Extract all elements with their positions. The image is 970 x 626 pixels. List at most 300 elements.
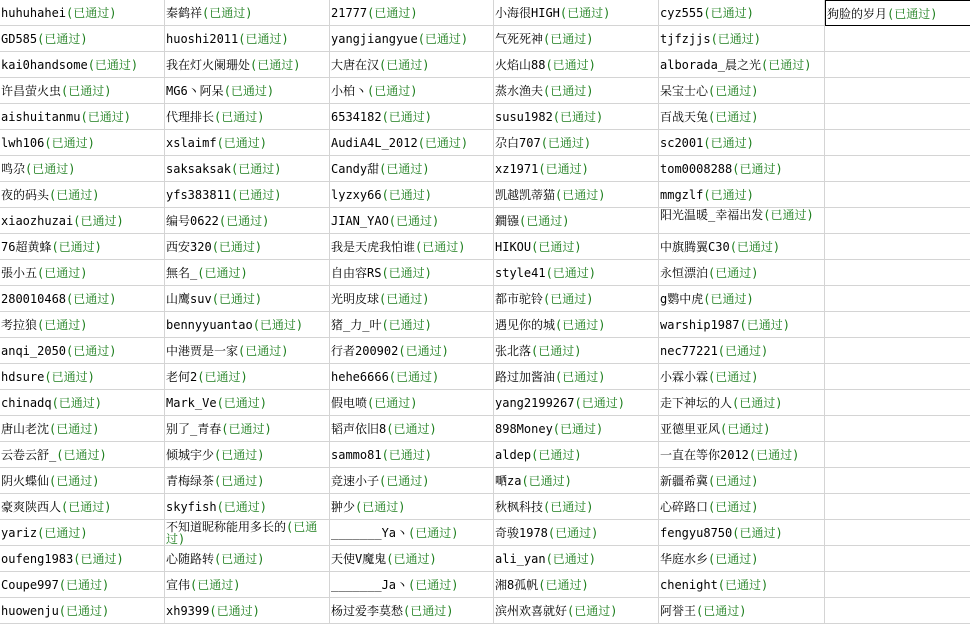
table-row — [0, 156, 970, 182]
status-label: (已通过) — [729, 240, 781, 254]
table-cell[interactable] — [330, 52, 494, 78]
table-cell[interactable] — [659, 546, 825, 572]
status-label: (已通过) — [202, 6, 253, 20]
table-cell[interactable] — [494, 416, 659, 442]
status-label: (已通过) — [543, 32, 594, 46]
status-label: (已通过) — [732, 162, 783, 176]
username-text: 呆宝士心 — [660, 84, 709, 98]
status-label: (已通过) — [531, 448, 582, 462]
table-cell[interactable] — [659, 130, 825, 156]
username-text: xz1971 — [495, 162, 539, 176]
table-cell[interactable] — [659, 468, 825, 494]
username-text: saksaksak — [166, 162, 232, 176]
username-text: 無名_ — [166, 266, 198, 280]
status-label: (已通过) — [408, 526, 459, 540]
username-text: hdsure — [1, 370, 45, 384]
table-cell[interactable] — [330, 312, 494, 338]
username-text: 心随路转 — [166, 552, 215, 566]
username-text: anqi_2050 — [1, 344, 67, 358]
table-cell[interactable] — [165, 260, 330, 286]
table-cell[interactable] — [0, 468, 165, 494]
username-text: yariz — [1, 526, 38, 540]
table-cell[interactable] — [165, 546, 330, 572]
table-cell[interactable] — [825, 182, 970, 208]
username-text: 青梅绿茶 — [166, 474, 215, 488]
table-cell[interactable] — [165, 0, 330, 26]
status-label: (已通过) — [547, 526, 599, 540]
table-cell[interactable] — [659, 260, 825, 286]
table-cell[interactable] — [330, 156, 494, 182]
table-cell[interactable] — [825, 416, 970, 442]
username-text: Candy甜 — [331, 162, 380, 176]
table-cell[interactable] — [330, 130, 494, 156]
table-cell[interactable] — [825, 442, 970, 468]
status-label: (已通过) — [748, 448, 800, 462]
table-cell[interactable] — [825, 468, 970, 494]
status-label: (已通过) — [388, 214, 440, 228]
table-cell[interactable] — [659, 0, 825, 26]
status-label: (已通过) — [214, 552, 265, 566]
table-cell[interactable] — [825, 520, 970, 546]
username-text: 韬声依旧8 — [331, 422, 387, 436]
status-label: (已通过) — [708, 84, 759, 98]
status-label: (已通过) — [531, 240, 582, 254]
table-cell[interactable] — [0, 208, 165, 234]
table-cell[interactable] — [494, 0, 659, 26]
table-cell[interactable] — [0, 520, 165, 546]
status-label: (已通过) — [708, 110, 759, 124]
table-cell[interactable] — [659, 78, 825, 104]
table-cell[interactable] — [165, 52, 330, 78]
table-row — [0, 260, 970, 286]
username-text: 老何2 — [166, 370, 198, 384]
username-text: 奇骏1978 — [495, 526, 548, 540]
username-text: mmgzlf — [660, 188, 704, 202]
table-cell[interactable] — [330, 182, 494, 208]
status-label: (已通过) — [531, 344, 582, 358]
table-cell[interactable] — [659, 416, 825, 442]
username-text: 我是天虎我怕谁 — [331, 240, 416, 254]
username-text: huoshi2011 — [166, 32, 239, 46]
table-cell[interactable] — [0, 182, 165, 208]
status-label: (已通过) — [710, 32, 762, 46]
username-text: yang2199267 — [495, 396, 575, 410]
table-cell[interactable] — [494, 546, 659, 572]
status-label: (已通过) — [545, 552, 597, 566]
username-text: 21777 — [331, 6, 368, 20]
table-row — [0, 234, 970, 260]
table-row — [0, 494, 970, 520]
table-row — [0, 442, 970, 468]
table-cell[interactable] — [165, 286, 330, 312]
username-text: tjfzjjs — [660, 32, 711, 46]
table-cell[interactable] — [659, 572, 825, 598]
table-cell[interactable] — [659, 364, 825, 390]
status-label: (已通过) — [87, 58, 139, 72]
table-cell[interactable] — [494, 156, 659, 182]
table-cell[interactable] — [825, 0, 970, 26]
username-text: 新疆希冀 — [660, 474, 709, 488]
table-cell[interactable] — [330, 520, 494, 546]
username-text: 鐗镪 — [495, 214, 520, 228]
status-label: (已通过) — [708, 552, 759, 566]
table-cell[interactable] — [825, 130, 970, 156]
status-label: (已通过) — [216, 500, 268, 514]
username-text: chenight — [660, 578, 718, 592]
table-cell[interactable] — [330, 26, 494, 52]
status-label: (已通过) — [66, 6, 117, 20]
status-label: (已通过) — [216, 396, 268, 410]
table-cell[interactable] — [330, 338, 494, 364]
username-text: 阳光温暖_幸福出发 — [660, 208, 764, 222]
username-text: 阿誉王 — [660, 604, 697, 618]
table-row — [0, 390, 970, 416]
username-text: cyz555 — [660, 6, 704, 20]
status-label: (已通过) — [543, 500, 594, 514]
table-cell[interactable] — [494, 598, 659, 624]
table-cell[interactable] — [494, 182, 659, 208]
username-text: GD585 — [1, 32, 38, 46]
status-label: (已通过) — [388, 370, 440, 384]
status-label: (已通过) — [417, 32, 469, 46]
username-text: fengyu8750 — [660, 526, 733, 540]
status-label: (已通过) — [381, 188, 433, 202]
table-cell[interactable] — [165, 520, 330, 546]
username-text: tom0008288 — [660, 162, 733, 176]
status-label: (已通过) — [221, 422, 272, 436]
table-cell[interactable] — [0, 494, 165, 520]
table-cell[interactable] — [494, 390, 659, 416]
table-cell[interactable] — [659, 286, 825, 312]
table-row — [0, 104, 970, 130]
table-cell[interactable] — [0, 442, 165, 468]
table-cell[interactable] — [494, 494, 659, 520]
table-cell[interactable] — [494, 260, 659, 286]
username-text: 小柏丶 — [331, 84, 368, 98]
status-label: (已通过) — [214, 448, 265, 462]
status-label: (已通过) — [216, 136, 268, 150]
table-cell[interactable] — [165, 390, 330, 416]
status-label: (已通过) — [538, 578, 589, 592]
status-label: (已通过) — [703, 292, 754, 306]
status-label: (已通过) — [538, 162, 589, 176]
table-cell[interactable] — [0, 52, 165, 78]
table-cell[interactable] — [659, 442, 825, 468]
status-label: (已通过) — [379, 292, 430, 306]
table-cell[interactable] — [330, 0, 494, 26]
status-label: (已通过) — [223, 84, 275, 98]
status-label: (已通过) — [540, 136, 592, 150]
table-row — [0, 52, 970, 78]
table-cell[interactable] — [494, 130, 659, 156]
status-label: (已通过) — [574, 396, 625, 410]
status-label: (已通过) — [717, 344, 769, 358]
table-cell[interactable] — [330, 416, 494, 442]
table-cell[interactable] — [659, 312, 825, 338]
table-cell[interactable] — [330, 234, 494, 260]
username-text: AudiA4L_2012 — [331, 136, 418, 150]
username-text: chinadq — [1, 396, 52, 410]
status-label: (已通过) — [355, 500, 406, 514]
username-text: HIKOU — [495, 240, 532, 254]
table-cell[interactable] — [825, 598, 970, 624]
username-text: aishuitanmu — [1, 110, 81, 124]
status-label: (已通过) — [415, 240, 466, 254]
table-cell[interactable] — [165, 312, 330, 338]
username-text: 秋枫科技 — [495, 500, 544, 514]
username-text: 代理排长 — [166, 110, 215, 124]
status-label: (已通过) — [73, 552, 124, 566]
username-text: 山鹰suv — [166, 292, 212, 306]
table-cell[interactable] — [165, 182, 330, 208]
table-cell[interactable] — [825, 26, 970, 52]
username-text: 气死死神 — [495, 32, 544, 46]
table-cell[interactable] — [825, 234, 970, 260]
username-text: yangjiangyue — [331, 32, 418, 46]
status-label: (已通过) — [703, 6, 754, 20]
table-cell[interactable] — [825, 286, 970, 312]
status-label: (已通过) — [51, 240, 102, 254]
username-text: g鹦中虎 — [660, 292, 704, 306]
table-cell[interactable] — [0, 572, 165, 598]
table-cell[interactable] — [494, 78, 659, 104]
table-cell[interactable] — [825, 546, 970, 572]
status-label: (已通过) — [214, 110, 265, 124]
table-cell[interactable] — [0, 364, 165, 390]
status-label: (已通过) — [58, 578, 110, 592]
status-label: (已通过) — [49, 188, 100, 202]
status-label: (已通过) — [37, 32, 88, 46]
table-cell[interactable] — [825, 156, 970, 182]
username-text: alborada_晨之光 — [660, 58, 762, 72]
table-cell[interactable] — [494, 520, 659, 546]
table-cell[interactable] — [494, 364, 659, 390]
username-text: 中港贾是一家 — [166, 344, 239, 358]
table-cell[interactable] — [165, 494, 330, 520]
username-text: 走下神坛的人 — [660, 396, 733, 410]
table-cell[interactable] — [825, 338, 970, 364]
table-row — [0, 572, 970, 598]
username-text: 不知道昵称能用多长的 — [166, 520, 287, 534]
table-cell[interactable] — [330, 260, 494, 286]
username-text: 張小五 — [1, 266, 38, 280]
username-text: 宣伟 — [166, 578, 191, 592]
table-cell[interactable] — [659, 26, 825, 52]
table-cell[interactable] — [165, 234, 330, 260]
table-cell[interactable] — [494, 208, 659, 234]
table-cell[interactable] — [659, 598, 825, 624]
username-text: 滨州欢喜就好 — [495, 604, 568, 618]
table-cell[interactable] — [0, 234, 165, 260]
status-label: (已通过) — [367, 396, 418, 410]
table-cell[interactable] — [494, 286, 659, 312]
status-label: (已通过) — [386, 552, 437, 566]
table-row — [0, 520, 970, 546]
table-cell[interactable] — [330, 598, 494, 624]
table-cell[interactable] — [165, 104, 330, 130]
table-cell[interactable] — [330, 494, 494, 520]
table-row — [0, 364, 970, 390]
table-cell[interactable] — [659, 338, 825, 364]
username-text: yfs383811 — [166, 188, 232, 202]
table-cell[interactable] — [0, 0, 165, 26]
table-cell[interactable] — [330, 364, 494, 390]
table-cell[interactable] — [165, 208, 330, 234]
username-text: skyfish — [166, 500, 217, 514]
username-text: Mark_Ve — [166, 396, 217, 410]
table-row — [0, 208, 970, 234]
table-cell[interactable] — [494, 312, 659, 338]
status-label: (已通过) — [211, 240, 263, 254]
table-cell[interactable] — [659, 52, 825, 78]
table-cell[interactable] — [165, 130, 330, 156]
status-label: (已通过) — [696, 604, 747, 618]
table-cell[interactable] — [825, 312, 970, 338]
table-cell[interactable] — [165, 598, 330, 624]
table-cell[interactable] — [825, 260, 970, 286]
table-cell[interactable] — [330, 442, 494, 468]
username-text: 猪_力_叶 — [331, 318, 382, 332]
status-label: (已通过) — [37, 266, 88, 280]
status-label: (已通过) — [379, 58, 430, 72]
status-label: (已通过) — [545, 266, 597, 280]
table-cell[interactable] — [330, 572, 494, 598]
username-text: 夜的码头 — [1, 188, 50, 202]
table-cell[interactable] — [330, 208, 494, 234]
username-text: 湘8孤帆 — [495, 578, 539, 592]
username-text: 行者200902 — [331, 344, 399, 358]
username-text: 6534182 — [331, 110, 382, 124]
status-label: (已通过) — [58, 604, 110, 618]
username-text: 永恒漂泊 — [660, 266, 709, 280]
table-cell[interactable] — [494, 26, 659, 52]
table-cell[interactable] — [0, 546, 165, 572]
table-cell[interactable] — [659, 156, 825, 182]
table-cell[interactable] — [494, 572, 659, 598]
table-cell[interactable] — [165, 442, 330, 468]
table-cell[interactable] — [659, 494, 825, 520]
status-label: (已通过) — [555, 318, 606, 332]
table-cell[interactable] — [165, 468, 330, 494]
username-text: 火焰山88 — [495, 58, 546, 72]
status-label: (已通过) — [708, 500, 759, 514]
status-label: (已通过) — [190, 578, 241, 592]
table-cell[interactable] — [165, 338, 330, 364]
username-text: 76超黄蜂 — [1, 240, 52, 254]
table-cell[interactable] — [659, 182, 825, 208]
table-cell[interactable] — [825, 572, 970, 598]
username-text: oufeng1983 — [1, 552, 74, 566]
table-cell[interactable] — [165, 364, 330, 390]
table-cell[interactable] — [825, 494, 970, 520]
table-cell[interactable] — [494, 338, 659, 364]
table-cell[interactable] — [0, 598, 165, 624]
status-label: (已通过) — [37, 318, 88, 332]
username-text: xiaozhuzai — [1, 214, 74, 228]
status-label: (已通过) — [25, 162, 76, 176]
table-cell[interactable] — [0, 390, 165, 416]
table-cell[interactable] — [825, 104, 970, 130]
table-cell[interactable] — [0, 312, 165, 338]
username-text: sc2001 — [660, 136, 704, 150]
table-cell[interactable] — [0, 156, 165, 182]
table-row — [0, 312, 970, 338]
username-text: kai0handsome — [1, 58, 88, 72]
table-cell[interactable] — [165, 572, 330, 598]
status-label: (已通过) — [381, 448, 433, 462]
status-label: (已通过) — [61, 84, 112, 98]
table-cell[interactable] — [825, 78, 970, 104]
status-label: (已通过) — [708, 474, 759, 488]
username-text: JIAN_YAO — [331, 214, 389, 228]
table-cell[interactable] — [494, 52, 659, 78]
table-cell[interactable] — [825, 390, 970, 416]
table-cell[interactable] — [0, 260, 165, 286]
table-cell[interactable] — [165, 156, 330, 182]
username-text: 云卷云舒_ — [1, 448, 57, 462]
table-cell[interactable] — [0, 286, 165, 312]
table-row — [0, 338, 970, 364]
table-cell[interactable] — [0, 78, 165, 104]
status-label: (已通过) — [398, 344, 449, 358]
table-cell[interactable] — [0, 104, 165, 130]
table-cell[interactable] — [659, 520, 825, 546]
table-cell[interactable] — [0, 26, 165, 52]
table-cell[interactable] — [330, 104, 494, 130]
table-cell[interactable] — [330, 286, 494, 312]
username-text: MG6丶阿呆 — [166, 84, 224, 98]
username-text: xslaimf — [166, 136, 217, 150]
table-cell[interactable] — [494, 104, 659, 130]
table-cell[interactable] — [165, 416, 330, 442]
status-label: (已通过) — [66, 344, 117, 358]
table-cell[interactable] — [494, 234, 659, 260]
username-text: 张北落 — [495, 344, 532, 358]
table-cell[interactable] — [330, 468, 494, 494]
status-label: (已通过) — [231, 188, 282, 202]
status-label: (已通过) — [197, 370, 248, 384]
table-cell[interactable] — [330, 546, 494, 572]
table-cell[interactable] — [165, 78, 330, 104]
username-text: xh9399 — [166, 604, 210, 618]
table-cell[interactable] — [825, 364, 970, 390]
username-text: 假电喷 — [331, 396, 368, 410]
table-cell[interactable] — [825, 52, 970, 78]
status-label: (已通过) — [51, 396, 103, 410]
username-text: sammo81 — [331, 448, 382, 462]
table-cell[interactable] — [659, 208, 825, 234]
table-cell[interactable] — [659, 234, 825, 260]
table-cell[interactable] — [659, 390, 825, 416]
table-cell[interactable] — [330, 390, 494, 416]
table-cell[interactable] — [330, 78, 494, 104]
table-cell[interactable] — [165, 26, 330, 52]
status-label: (已通过) — [211, 292, 263, 306]
table-cell[interactable] — [494, 468, 659, 494]
table-cell[interactable] — [0, 130, 165, 156]
username-text: 阴火蝶仙 — [1, 474, 50, 488]
username-text: 大唐在汉 — [331, 58, 380, 72]
username-text: 竞速小子 — [331, 474, 380, 488]
table-cell[interactable] — [0, 416, 165, 442]
table-cell[interactable] — [494, 442, 659, 468]
status-label: (已通过) — [214, 474, 265, 488]
table-cell[interactable] — [825, 208, 970, 234]
table-cell[interactable] — [659, 104, 825, 130]
table-cell[interactable] — [0, 338, 165, 364]
username-text: 狗脸的岁月 — [827, 7, 888, 21]
username-text: 心碎路口 — [660, 500, 709, 514]
